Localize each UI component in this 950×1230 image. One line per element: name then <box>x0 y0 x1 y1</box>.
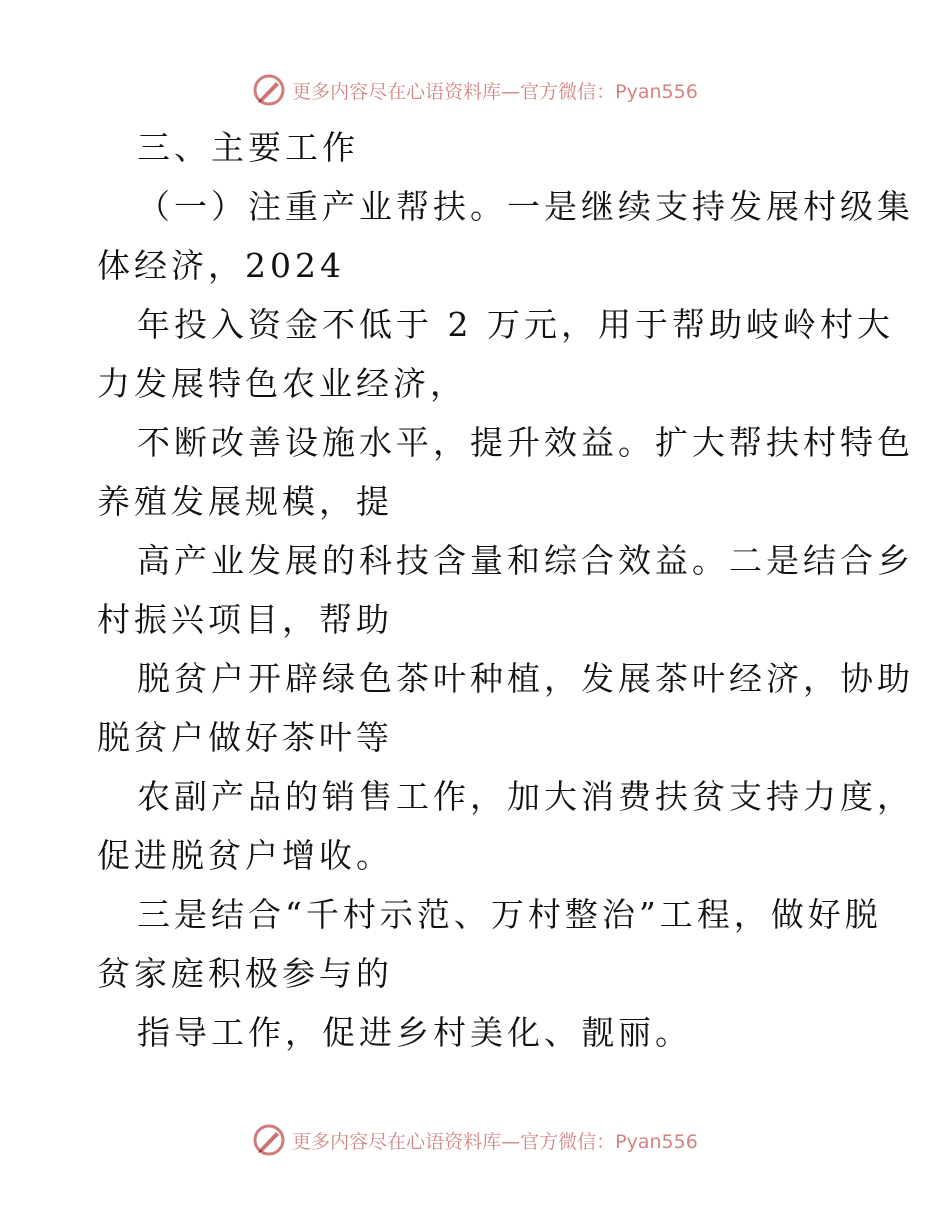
text-line: 脱贫户做好茶叶等 <box>97 718 393 757</box>
text-line: 力发展特色农业经济， <box>97 364 467 403</box>
text-line: 脱贫户开辟绿色茶叶种植，发展茶叶经济，协助 <box>137 659 914 698</box>
text-line: 贫家庭积极参与的 <box>97 954 393 993</box>
text-line: 指导工作，促进乡村美化、靓丽。 <box>137 1013 692 1052</box>
footer-watermark <box>0 1120 950 1160</box>
text-line: 年投入资金不低于 2 万元，用于帮助岐岭村大 <box>137 305 894 344</box>
text-line: 高产业发展的科技含量和综合效益。二是结合乡 <box>137 541 914 580</box>
watermark-text: 更多内容尽在心语资料库—官方微信：Pyan556 <box>292 1130 698 1153</box>
pen-logo-icon <box>252 1123 286 1157</box>
text-line: 养殖发展规模，提 <box>97 482 393 521</box>
text-line: 三是结合“千村示范、万村整治”工程，做好脱 <box>137 895 882 934</box>
document-body <box>97 118 914 1062</box>
text-line: 不断改善设施水平，提升效益。扩大帮扶村特色 <box>137 423 914 462</box>
header-watermark <box>0 70 950 110</box>
text-line: 农副产品的销售工作，加大消费扶贫支持力度， <box>137 777 914 816</box>
text-line: 体经济，2024 <box>97 246 345 285</box>
text-line: 促进脱贫户增收。 <box>97 836 393 875</box>
watermark-text: 更多内容尽在心语资料库—官方微信：Pyan556 <box>292 80 698 103</box>
text-line: （一）注重产业帮扶。一是继续支持发展村级集 <box>137 187 914 226</box>
text-line: 三、主要工作 <box>137 128 359 167</box>
pen-logo-icon <box>252 73 286 107</box>
text-line: 村振兴项目，帮助 <box>97 600 393 639</box>
